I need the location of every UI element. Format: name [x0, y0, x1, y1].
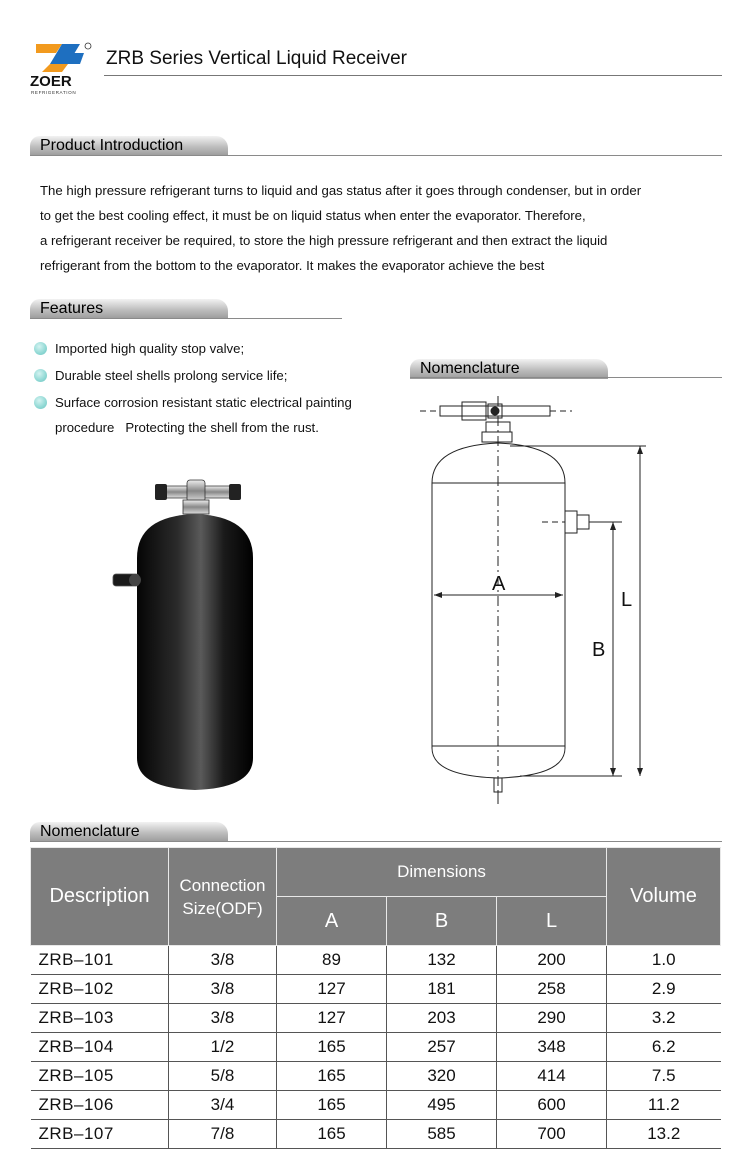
intro-line: refrigerant from the bottom to the evaporator. It makes the evaporator achieve the best: [40, 258, 545, 273]
col-b: B: [387, 897, 497, 946]
intro-heading: Product Introduction: [30, 136, 228, 156]
spec-table: [30, 847, 721, 1149]
col-description: Description: [31, 848, 169, 946]
table-row: ZRB–103 3/8 127 203 290 3.2: [31, 1004, 721, 1033]
feature-item: Durable steel shells prolong service life;: [34, 363, 354, 388]
dimension-drawing: [410, 388, 650, 808]
bullet-icon: [34, 342, 47, 355]
table-row: ZRB–102 3/8 127 181 258 2.9: [31, 975, 721, 1004]
intro-line: The high pressure refrigerant turns to liquid and gas status after it goes through condenser, but in order: [40, 183, 642, 198]
feature-item: Imported high quality stop valve;: [34, 336, 354, 361]
table-row: ZRB–105 5/8 165 320 414 7.5: [31, 1062, 721, 1091]
table-divider: [30, 841, 722, 842]
table-row: ZRB–104 1/2 165 257 348 6.2: [31, 1033, 721, 1062]
drawing-heading: Nomenclature: [410, 359, 608, 379]
intro-line: a refrigerant receiver be required, to store the high pressure refrigerant and then extract the liquid: [40, 233, 608, 248]
dimension-label-a: A: [492, 573, 506, 595]
dimension-label-b: B: [592, 639, 606, 661]
features-divider: [30, 318, 342, 319]
col-volume: Volume: [607, 848, 721, 946]
features-list: [34, 336, 354, 442]
table-row: ZRB–106 3/4 165 495 600 11.2: [31, 1091, 721, 1120]
header-divider: [104, 75, 722, 76]
table-row: ZRB–107 7/8 165 585 700 13.2: [31, 1120, 721, 1149]
intro-divider: [30, 155, 722, 156]
bullet-icon: [34, 369, 47, 382]
features-heading: Features: [30, 299, 228, 319]
zoer-logo: [28, 40, 94, 96]
intro-paragraph: [40, 178, 730, 278]
dimension-label-l: L: [621, 589, 633, 611]
page-title: ZRB Series Vertical Liquid Receiver: [106, 48, 407, 69]
bullet-icon: [34, 396, 47, 409]
table-row: ZRB–101 3/8 89 132 200 1.0: [31, 946, 721, 975]
col-l: L: [497, 897, 607, 946]
feature-item: Surface corrosion resistant static electrical painting procedure Protecting the shell from the rust.: [34, 390, 354, 440]
receiver-photo: [105, 478, 265, 796]
col-a: A: [277, 897, 387, 946]
logo-text: ZOER: [30, 73, 72, 90]
drawing-divider: [410, 377, 722, 378]
col-dimensions: Dimensions: [277, 848, 607, 897]
logo-subtext: REFRIGERATION: [31, 90, 77, 95]
table-heading: Nomenclature: [30, 822, 228, 842]
col-connection: Connection Size(ODF): [169, 848, 277, 946]
intro-line: to get the best cooling effect, it must be on liquid status when enter the evaporator. Therefore,: [40, 208, 586, 223]
